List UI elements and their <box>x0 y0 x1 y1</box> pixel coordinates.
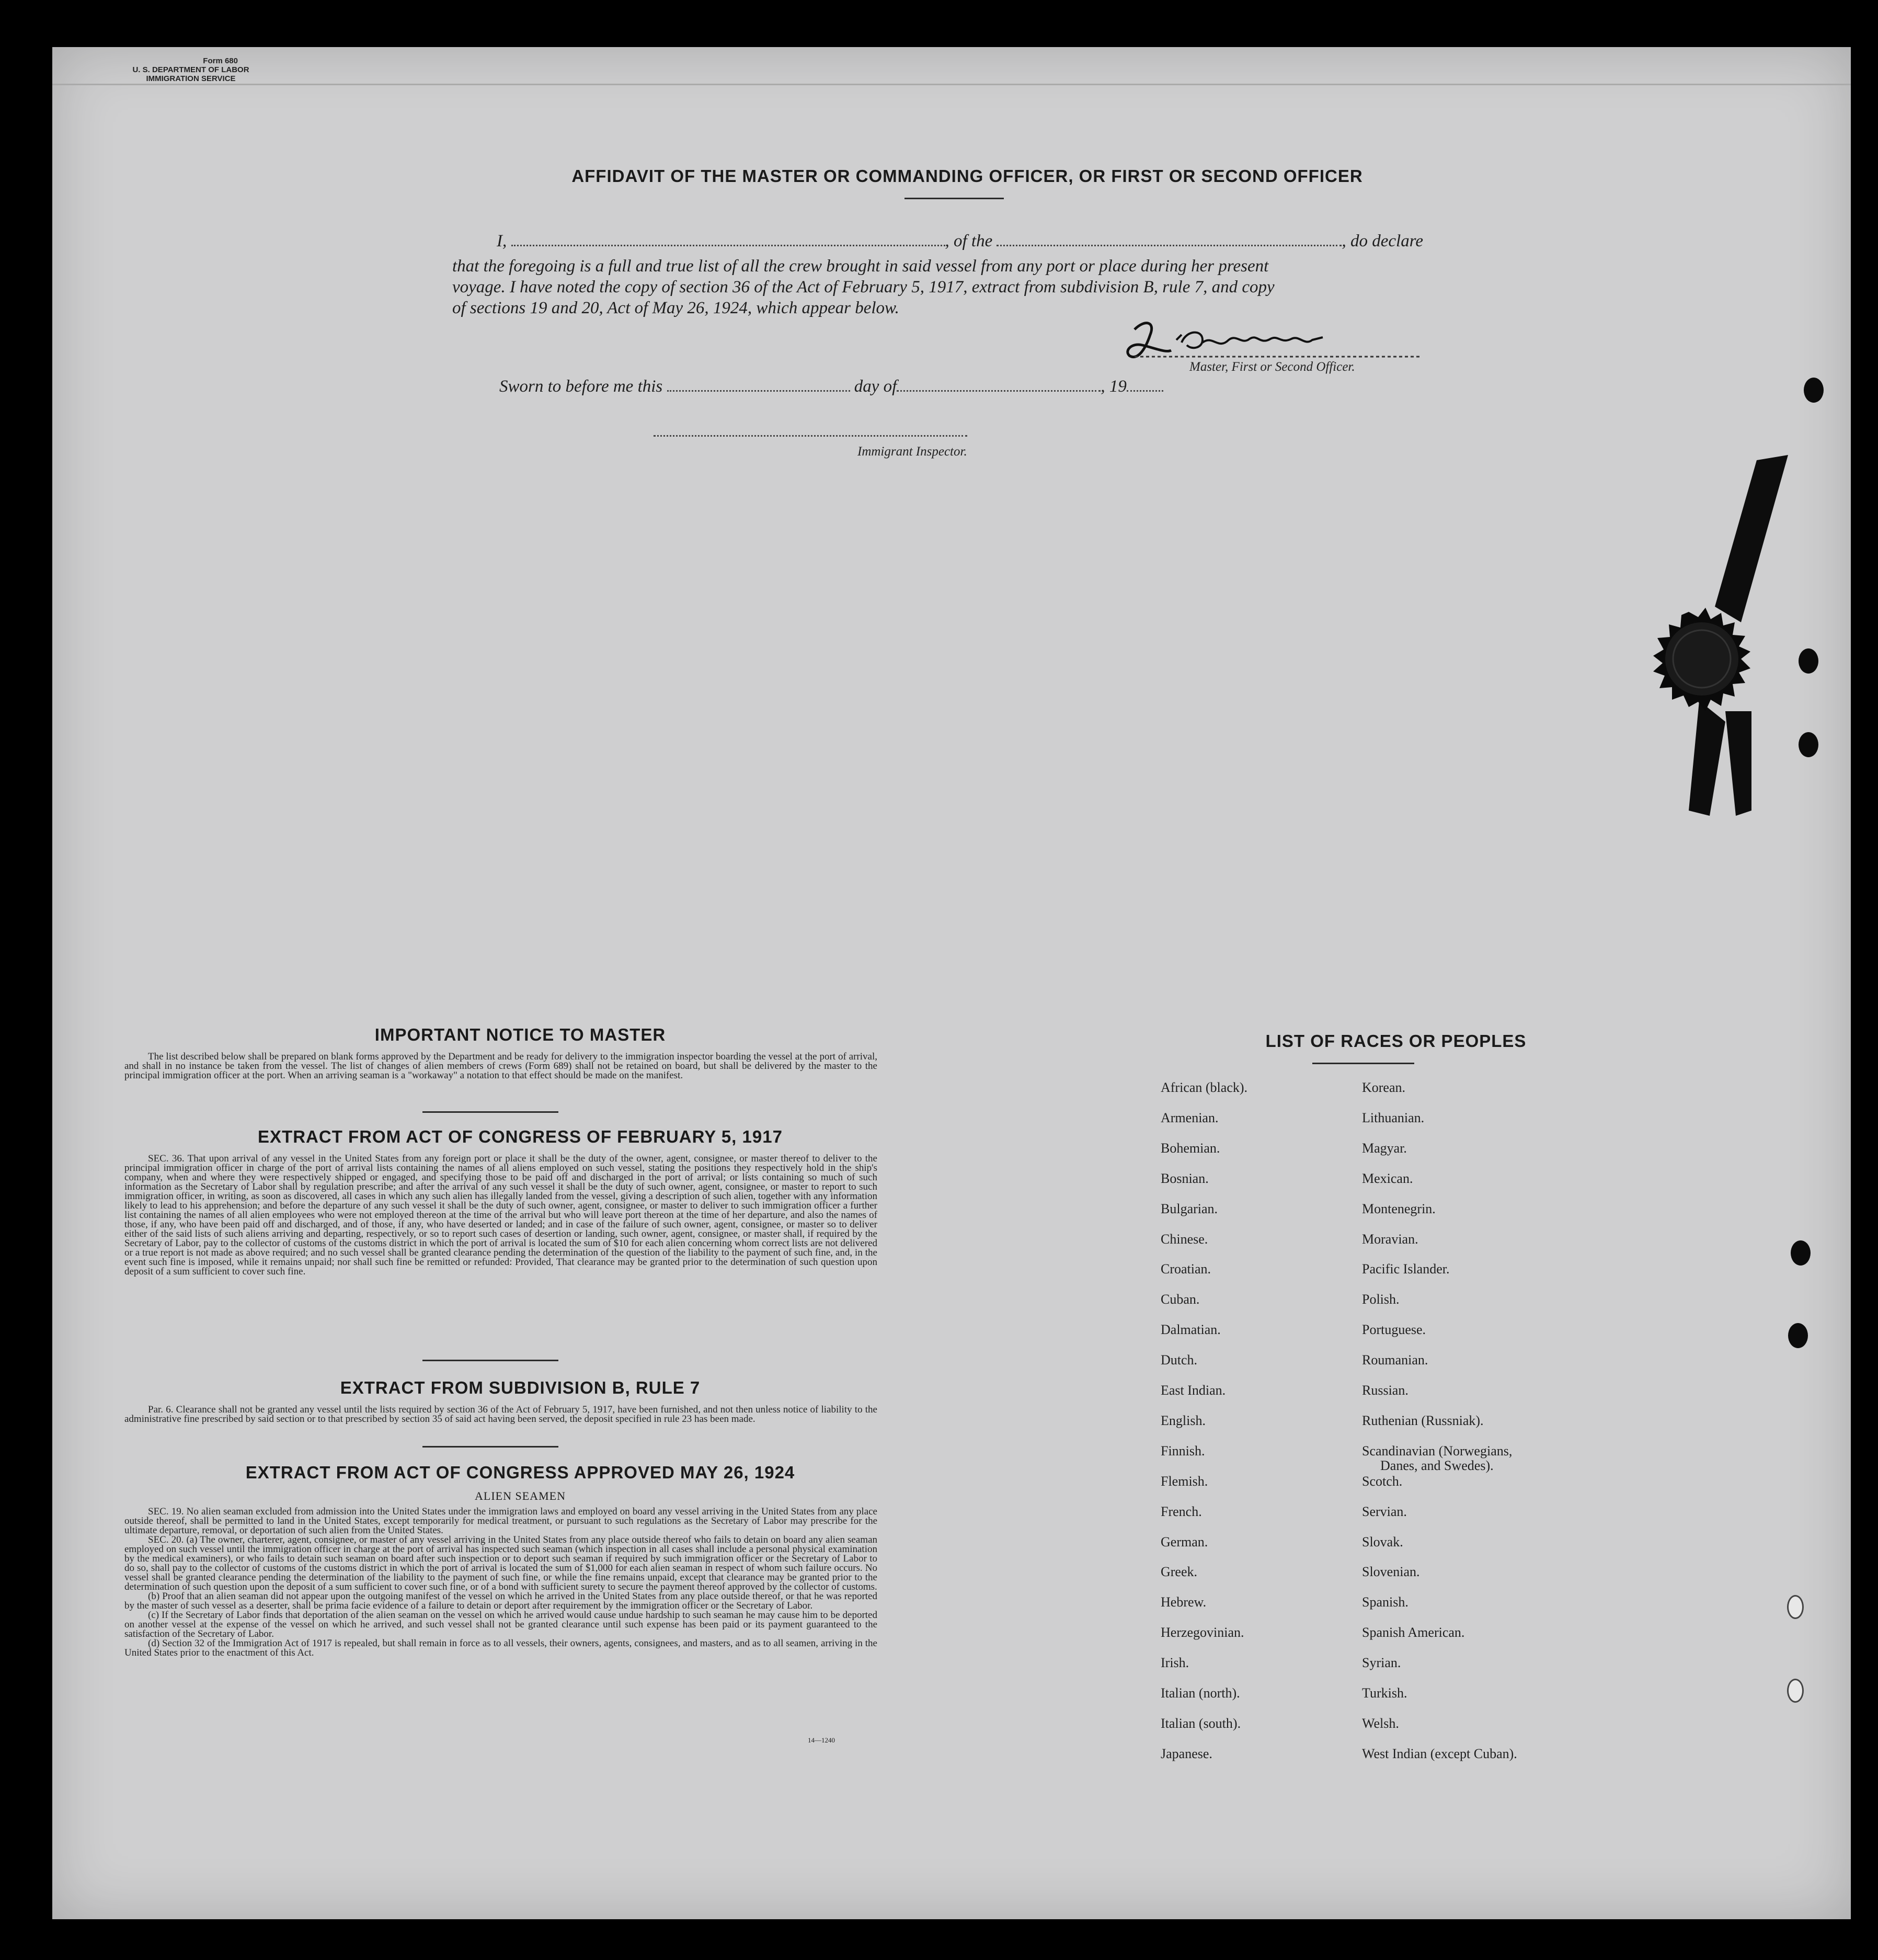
year-label: , 19 <box>1101 377 1127 396</box>
sworn-line <box>499 375 1163 397</box>
section-19-paragraph: SEC. 19. No alien seaman excluded from admission into the United States under the immigration laws and employed on board any vessel arriving in the United States from any place outside thereof, shall be permitted to land in the United States, except temporarily for medical treatment, or pursuant to such regulations as the Secretary of Labor may prescribe for the ultimate departure, removal, or deportation of such alien from the United States. <box>124 1506 877 1536</box>
race-item: Servian. <box>1362 1504 1407 1519</box>
of-the-label: , of the <box>945 232 993 250</box>
races-title-rule <box>1312 1063 1414 1064</box>
print-code: 14—1240 <box>808 1736 835 1744</box>
race-item: Roumanian. <box>1362 1352 1428 1368</box>
race-item: Hebrew. <box>1161 1594 1207 1610</box>
race-item: Slovak. <box>1362 1534 1403 1549</box>
notice-title: IMPORTANT NOTICE TO MASTER <box>374 1025 666 1044</box>
extract-1924-title: EXTRACT FROM ACT OF CONGRESS APPROVED MAY 26, 1924 <box>245 1463 795 1482</box>
rule7-title: EXTRACT FROM SUBDIVISION B, RULE 7 <box>340 1378 701 1397</box>
race-item: Montenegrin. <box>1362 1201 1436 1216</box>
race-item: Flemish. <box>1161 1474 1208 1489</box>
race-item: Pacific Islander. <box>1362 1261 1450 1277</box>
declarant-name-field[interactable] <box>511 233 945 246</box>
race-item: Magyar. <box>1362 1141 1407 1156</box>
section-36-paragraph: SEC. 36. That upon arrival of any vessel in the United States from any foreign port or place it shall be the duty of the owner, agent, consignee, or master thereof to deliver to the principal immigration officer in charge of the port of arrival lists containing the names of all aliens employed on such vessel, stating the positions they respectively hold in the ship's company, when and where they were respectively shipped or engaged, and specifying those to be paid off and discharged in the port of arrival; or lists containing so much of such information as the Secretary of Labor shall by regulation prescribe; and after the arrival of any such vessel it shall be the duty of such owner, agent, consignee, or master to report to such immigration officer, in writing, as soon as discovered, all cases in which any such alien has illegally landed from the vessel, giving a description of such alien, together with any information likely to lead to his apprehension; and before the departure of any such vessel it shall be the duty of such owner, agent, consignee, or master to deliver to such immigration officer a further list containing the names of all alien employees who were not employed thereon at the time of the arrival but who will leave port thereon at the time of her departure, and also the names of those, if any, who have been paid off and discharged, and of those, if any, who have deserted or landed; and in case of the failure of such owner, agent, consignee, or master so to deliver either of the said lists of such aliens arriving and departing, respectively, or so to report such cases of desertion or landing, such owner, agent, consignee, or master shall, if required by the Secretary of Labor, pay to the collector of customs of the customs district in which the port of arrival is located the sum of $10 for each alien concerning whom correct lists are not delivered or a true report is not made as above required; and no such vessel shall be granted clearance pending the determination of the question of the liability to the payment of such fine, and, in the event such fine is imposed, while it remains unpaid; nor shall such fine be remitted or refunded: Provided, That clearance may be granted prior to the determination of such question upon deposit of a sum sufficient to cover such fine. <box>124 1153 877 1277</box>
sworn-prefix: Sworn to before me this <box>499 377 663 396</box>
race-item: German. <box>1161 1534 1208 1549</box>
race-item: Bohemian. <box>1161 1141 1220 1156</box>
day-of-label: day of <box>854 377 897 396</box>
race-item: Scandinavian (Norwegians, <box>1362 1443 1513 1458</box>
race-item: Bulgarian. <box>1161 1201 1218 1216</box>
binder-hole <box>1787 1595 1804 1619</box>
race-item: Spanish. <box>1362 1594 1408 1610</box>
extract-1917-text <box>124 1154 877 1277</box>
race-item: Lithuanian. <box>1362 1110 1425 1125</box>
extract-1917-title: EXTRACT FROM ACT OF CONGRESS OF FEBRUARY 5, 1917 <box>258 1127 783 1146</box>
race-item: Moravian. <box>1362 1232 1418 1247</box>
section-20b-paragraph: (b) Proof that an alien seaman did not appear upon the outgoing manifest of the vessel on which he arrived in the United States from any place outside thereof, or that he was reported by the master of such vessel as a deserter, shall be prima facie evidence of a failure to detain or deport after requirement by the immigration officer or the Secretary of Labor. <box>124 1591 877 1611</box>
notice-rule <box>422 1111 558 1113</box>
race-item: West Indian (except Cuban). <box>1362 1746 1517 1761</box>
race-item: Dutch. <box>1161 1352 1198 1368</box>
race-item: Scotch. <box>1362 1474 1403 1489</box>
race-item: Mexican. <box>1362 1171 1413 1186</box>
race-item: Armenian. <box>1161 1110 1219 1125</box>
race-item: English. <box>1161 1413 1206 1428</box>
inspector-signature-field[interactable] <box>654 424 967 437</box>
race-item: Herzegovinian. <box>1161 1625 1244 1640</box>
race-item: Croatian. <box>1161 1261 1211 1277</box>
sworn-month-field[interactable] <box>897 379 1101 392</box>
rule7-rule <box>422 1446 558 1448</box>
page-fold-line <box>52 84 1851 85</box>
officer-caption: Master, First or Second Officer. <box>1189 360 1355 374</box>
binder-hole <box>1804 378 1824 403</box>
race-item: Ruthenian (Russniak). <box>1362 1413 1484 1428</box>
rule7-text <box>124 1405 877 1424</box>
inspector-caption: Immigrant Inspector. <box>857 445 967 459</box>
races-title: LIST OF RACES OR PEOPLES <box>1265 1031 1527 1051</box>
race-item: Russian. <box>1362 1383 1408 1398</box>
section-20d-paragraph: (d) Section 32 of the Immigration Act of 1917 is repealed, but shall remain in force as to all vessels, their owners, agents, consignees, and masters, and as to all seamen, arriving in the United States prior to the enactment of this Act. <box>124 1638 877 1658</box>
affidavit-line-4: of sections 19 and 20, Act of May 26, 1924, which appear below. <box>452 299 899 317</box>
race-item: Welsh. <box>1362 1716 1399 1731</box>
sworn-year-field[interactable] <box>1127 379 1163 392</box>
race-item: Danes, and Swedes). <box>1380 1458 1494 1473</box>
binder-hole <box>1799 732 1818 757</box>
binder-hole <box>1799 648 1818 674</box>
department-name: U. S. DEPARTMENT OF LABOR <box>132 65 249 74</box>
race-item: Japanese. <box>1161 1746 1212 1761</box>
race-item: Syrian. <box>1362 1655 1401 1670</box>
affidavit-title-rule <box>904 198 1004 199</box>
affidavit-line-1 <box>497 230 1423 252</box>
race-item: Italian (south). <box>1161 1716 1241 1731</box>
notice-paragraph: The list described below shall be prepared on blank forms approved by the Department and be ready for delivery to the immigration inspector boarding the vessel at the port of arrival, and shall in no instance be taken from the vessel. The list of changes of alien members of crews (Form 689) shall not be retained on board, but shall be delivered by the master to the principal immigration officer at the port. When an arriving seaman is a "workaway" a notation to that effect should be made on the manifest. <box>124 1051 877 1081</box>
rule7-paragraph: Par. 6. Clearance shall not be granted any vessel until the lists required by section 36 of the Act of February 5, 1917, have been furnished, and not then unless notice of liability to the administrative fine prescribed by said section or to that prescribed by section 35 of said act having been served, the deposit specified in rule 23 has been made. <box>124 1404 877 1425</box>
affidavit-line-2: that the foregoing is a full and true list of all the crew brought in said vessel from any port or place during her present <box>452 257 1269 276</box>
race-item: Dalmatian. <box>1161 1322 1221 1337</box>
form-number: Form 680 <box>203 56 238 65</box>
race-item: East Indian. <box>1161 1383 1226 1398</box>
race-item: Turkish. <box>1362 1685 1407 1701</box>
affidavit-line-3: voyage. I have noted the copy of section 36 of the Act of February 5, 1917, extract from subdivision B, rule 7, and copy <box>452 278 1275 297</box>
race-item: Finnish. <box>1161 1443 1205 1458</box>
section-20a-paragraph: SEC. 20. (a) The owner, charterer, agent, consignee, or master of any vessel arriving in the United States from any place outside thereof who fails to detain on board any alien seaman employed on such vessel until the immigration officer in charge at the port of arrival has inspected such seaman (which inspection in all cases shall include a personal physical examination by the medical examiners), or who fails to detain such seaman on board after such inspection or to deport such seaman if required by such immigration officer or the Secretary of Labor to do so, shall pay to the collector of customs of the customs district in which the port of arrival is located the sum of $1,000 for each alien seaman in respect of whom such failure occurs. No vessel shall be granted clearance pending the determination of the liability to the payment of such fine, or while the fine remains unpaid, except that clearance may be granted prior to the determination of such question upon the deposit of a sum sufficient to cover such fine, or of a bond with sufficient surety to secure the payment thereof approved by the collector of customs. <box>124 1534 877 1592</box>
race-item: Bosnian. <box>1161 1171 1209 1186</box>
binder-hole <box>1787 1679 1804 1703</box>
race-item: French. <box>1161 1504 1202 1519</box>
race-item: African (black). <box>1161 1080 1248 1095</box>
race-item: Slovenian. <box>1362 1564 1420 1579</box>
notice-text <box>124 1052 877 1080</box>
affidavit-title: AFFIDAVIT OF THE MASTER OR COMMANDING OFFICER, OR FIRST OR SECOND OFFICER <box>571 166 1363 186</box>
extract-1924-text <box>124 1507 877 1658</box>
race-item: Irish. <box>1161 1655 1189 1670</box>
form-header <box>123 56 259 83</box>
binder-hole <box>1788 1323 1808 1348</box>
extract-1917-rule <box>422 1360 558 1361</box>
affidavit-i-label: I, <box>497 232 507 250</box>
sworn-day-field[interactable] <box>667 379 850 392</box>
binder-hole <box>1791 1240 1811 1266</box>
race-item: Portuguese. <box>1362 1322 1426 1337</box>
race-item: Cuban. <box>1161 1292 1200 1307</box>
race-item: Greek. <box>1161 1564 1198 1579</box>
race-item: Italian (north). <box>1161 1685 1240 1701</box>
service-name: IMMIGRATION SERVICE <box>146 74 236 83</box>
race-item: Polish. <box>1362 1292 1400 1307</box>
extract-1924-subtitle: ALIEN SEAMEN <box>475 1489 566 1502</box>
race-item: Spanish American. <box>1362 1625 1465 1640</box>
vessel-name-field[interactable] <box>997 233 1342 246</box>
do-declare-label: , do declare <box>1342 232 1423 250</box>
race-item: Korean. <box>1362 1080 1406 1095</box>
section-20c-paragraph: (c) If the Secretary of Labor finds that deportation of the alien seaman on the vessel on which he arrived would cause undue hardship to such seaman he may cause him to be deported on another vessel at the expense of the vessel on which he arrived, and such vessel shall not be granted clearance until such expense has been paid or its payment guaranteed to the satisfaction of the Secretary of Labor. <box>124 1610 877 1639</box>
race-item: Chinese. <box>1161 1232 1208 1247</box>
